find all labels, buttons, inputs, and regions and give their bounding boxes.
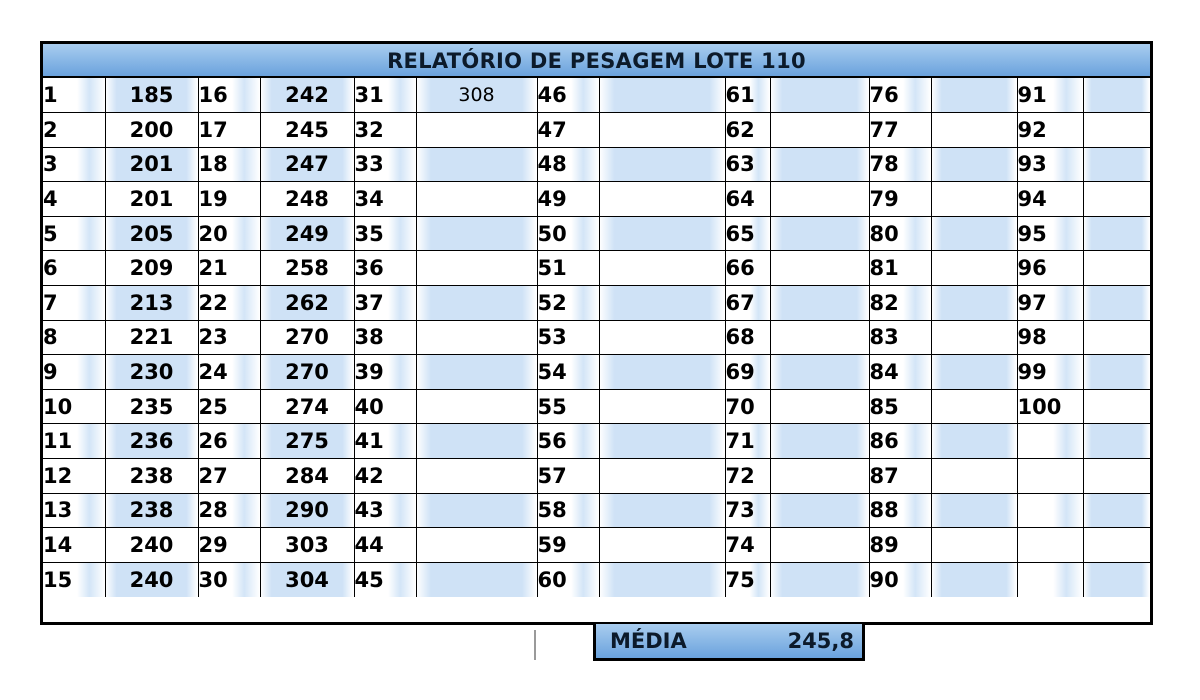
weight-cell: 308 [416,78,537,113]
weight-cell [770,251,869,286]
animal-number-cell: 79 [869,182,931,217]
weight-cell [770,459,869,494]
table-row [43,182,1150,217]
weight-cell [931,493,1017,528]
weight-cell [416,286,537,321]
animal-number-cell: 57 [537,459,599,494]
animal-number-cell: 49 [537,182,599,217]
weight-cell [931,216,1017,251]
average-value: 245,8 [787,629,854,653]
weighing-report-sheet [40,41,1153,625]
table-row [43,147,1150,182]
weight-cell [931,424,1017,459]
animal-number-cell: 36 [354,251,416,286]
animal-number-cell: 9 [43,355,105,390]
animal-number-cell: 44 [354,528,416,563]
animal-number-cell: 63 [725,147,770,182]
weight-cell [599,493,725,528]
animal-number-cell: 66 [725,251,770,286]
weighing-table [43,78,1150,597]
weight-cell: 235 [105,389,198,424]
weight-cell: 249 [260,216,354,251]
animal-number-cell: 27 [198,459,260,494]
animal-number-cell: 26 [198,424,260,459]
table-row [43,493,1150,528]
weight-cell [1083,389,1150,424]
animal-number-cell: 94 [1017,182,1083,217]
weight-cell [1083,251,1150,286]
table-row [43,320,1150,355]
animal-number-cell: 42 [354,459,416,494]
animal-number-cell: 89 [869,528,931,563]
weight-cell [931,389,1017,424]
animal-number-cell: 73 [725,493,770,528]
animal-number-cell: 59 [537,528,599,563]
weight-cell [599,251,725,286]
weight-cell [416,147,537,182]
table-row [43,78,1150,113]
cell-divider-mark [534,630,536,660]
animal-number-cell: 15 [43,562,105,597]
weight-cell [770,562,869,597]
weight-cell [1083,286,1150,321]
animal-number-cell: 97 [1017,286,1083,321]
animal-number-cell: 5 [43,216,105,251]
animal-number-cell: 82 [869,286,931,321]
weight-cell: 247 [260,147,354,182]
animal-number-cell: 40 [354,389,416,424]
weight-cell: 245 [260,113,354,148]
animal-number-cell: 93 [1017,147,1083,182]
weight-cell: 238 [105,459,198,494]
weight-cell: 209 [105,251,198,286]
animal-number-cell: 45 [354,562,416,597]
animal-number-cell: 25 [198,389,260,424]
weight-cell [599,182,725,217]
weight-cell [1083,424,1150,459]
weight-cell [416,389,537,424]
weight-cell: 221 [105,320,198,355]
weight-cell [931,182,1017,217]
average-box [593,624,865,661]
weight-cell: 230 [105,355,198,390]
animal-number-cell: 72 [725,459,770,494]
animal-number-cell: 71 [725,424,770,459]
report-title: RELATÓRIO DE PESAGEM LOTE 110 [43,44,1150,78]
weight-cell: 270 [260,355,354,390]
animal-number-cell: 52 [537,286,599,321]
animal-number-cell: 18 [198,147,260,182]
animal-number-cell: 77 [869,113,931,148]
weight-cell [1083,78,1150,113]
animal-number-cell: 14 [43,528,105,563]
weight-cell [1083,113,1150,148]
animal-number-cell: 85 [869,389,931,424]
table-row [43,459,1150,494]
animal-number-cell [1017,459,1083,494]
weight-cell [1083,528,1150,563]
animal-number-cell: 90 [869,562,931,597]
animal-number-cell: 1 [43,78,105,113]
weight-cell [416,459,537,494]
weight-cell [1083,147,1150,182]
weight-cell: 304 [260,562,354,597]
animal-number-cell: 46 [537,78,599,113]
weight-cell [770,113,869,148]
animal-number-cell: 7 [43,286,105,321]
weight-cell [931,78,1017,113]
weight-cell [416,216,537,251]
animal-number-cell: 20 [198,216,260,251]
weight-cell: 258 [260,251,354,286]
weight-cell [599,562,725,597]
table-row [43,389,1150,424]
animal-number-cell: 70 [725,389,770,424]
animal-number-cell: 48 [537,147,599,182]
animal-number-cell: 95 [1017,216,1083,251]
weight-cell [416,320,537,355]
animal-number-cell: 11 [43,424,105,459]
animal-number-cell [1017,562,1083,597]
animal-number-cell: 8 [43,320,105,355]
animal-number-cell [1017,424,1083,459]
animal-number-cell: 33 [354,147,416,182]
animal-number-cell: 67 [725,286,770,321]
weight-cell [599,286,725,321]
weight-cell [770,493,869,528]
weight-cell [599,78,725,113]
weight-cell [1083,320,1150,355]
weight-cell [416,355,537,390]
animal-number-cell: 24 [198,355,260,390]
weight-cell: 275 [260,424,354,459]
weight-cell [770,286,869,321]
weight-cell [931,113,1017,148]
weight-cell [599,113,725,148]
animal-number-cell: 22 [198,286,260,321]
weight-cell [1083,562,1150,597]
animal-number-cell: 21 [198,251,260,286]
animal-number-cell: 69 [725,355,770,390]
weight-cell [416,493,537,528]
weight-cell [931,251,1017,286]
animal-number-cell: 76 [869,78,931,113]
table-row [43,562,1150,597]
animal-number-cell: 92 [1017,113,1083,148]
weight-cell [1083,182,1150,217]
weight-cell [770,78,869,113]
animal-number-cell: 3 [43,147,105,182]
table-row [43,251,1150,286]
weight-cell [770,528,869,563]
animal-number-cell: 41 [354,424,416,459]
weight-cell: 200 [105,113,198,148]
weight-cell [931,320,1017,355]
weight-cell [599,389,725,424]
animal-number-cell: 30 [198,562,260,597]
animal-number-cell: 60 [537,562,599,597]
animal-number-cell: 4 [43,182,105,217]
weight-cell: 274 [260,389,354,424]
weight-cell [770,320,869,355]
weight-cell [931,147,1017,182]
table-row [43,424,1150,459]
animal-number-cell: 17 [198,113,260,148]
animal-number-cell: 81 [869,251,931,286]
weight-cell [599,147,725,182]
animal-number-cell: 80 [869,216,931,251]
weight-cell [1083,355,1150,390]
animal-number-cell: 99 [1017,355,1083,390]
weight-cell [599,355,725,390]
animal-number-cell: 54 [537,355,599,390]
weight-cell [416,424,537,459]
animal-number-cell [1017,493,1083,528]
weight-cell [931,355,1017,390]
animal-number-cell: 100 [1017,389,1083,424]
weight-cell [770,389,869,424]
weight-cell [416,113,537,148]
weight-cell [599,320,725,355]
animal-number-cell: 55 [537,389,599,424]
animal-number-cell: 13 [43,493,105,528]
animal-number-cell: 58 [537,493,599,528]
animal-number-cell: 50 [537,216,599,251]
animal-number-cell: 6 [43,251,105,286]
weight-cell [599,424,725,459]
weight-cell: 236 [105,424,198,459]
weight-cell [416,528,537,563]
animal-number-cell: 2 [43,113,105,148]
weight-cell: 290 [260,493,354,528]
animal-number-cell: 91 [1017,78,1083,113]
weight-cell: 205 [105,216,198,251]
table-row [43,286,1150,321]
animal-number-cell: 47 [537,113,599,148]
average-label: MÉDIA [610,629,687,653]
animal-number-cell: 86 [869,424,931,459]
animal-number-cell: 23 [198,320,260,355]
animal-number-cell: 61 [725,78,770,113]
weight-cell [931,286,1017,321]
animal-number-cell: 16 [198,78,260,113]
animal-number-cell: 78 [869,147,931,182]
weight-cell: 201 [105,147,198,182]
weight-cell: 238 [105,493,198,528]
animal-number-cell: 84 [869,355,931,390]
table-row [43,216,1150,251]
animal-number-cell: 75 [725,562,770,597]
weight-cell: 270 [260,320,354,355]
animal-number-cell: 68 [725,320,770,355]
animal-number-cell [1017,528,1083,563]
weight-cell [1083,493,1150,528]
weight-cell: 248 [260,182,354,217]
weight-cell [599,216,725,251]
animal-number-cell: 43 [354,493,416,528]
animal-number-cell: 10 [43,389,105,424]
weight-cell [599,528,725,563]
animal-number-cell: 98 [1017,320,1083,355]
weight-cell [416,182,537,217]
animal-number-cell: 88 [869,493,931,528]
table-row [43,113,1150,148]
weight-cell [931,528,1017,563]
animal-number-cell: 74 [725,528,770,563]
weight-cell [416,251,537,286]
animal-number-cell: 65 [725,216,770,251]
weight-cell: 262 [260,286,354,321]
animal-number-cell: 28 [198,493,260,528]
weight-cell [931,562,1017,597]
weight-cell: 240 [105,528,198,563]
animal-number-cell: 31 [354,78,416,113]
animal-number-cell: 32 [354,113,416,148]
weight-cell [931,459,1017,494]
animal-number-cell: 35 [354,216,416,251]
weight-cell: 284 [260,459,354,494]
animal-number-cell: 83 [869,320,931,355]
animal-number-cell: 53 [537,320,599,355]
animal-number-cell: 29 [198,528,260,563]
weight-cell [770,182,869,217]
animal-number-cell: 12 [43,459,105,494]
animal-number-cell: 51 [537,251,599,286]
weight-cell: 240 [105,562,198,597]
animal-number-cell: 87 [869,459,931,494]
table-row [43,528,1150,563]
weight-cell [770,147,869,182]
animal-number-cell: 39 [354,355,416,390]
weight-cell: 201 [105,182,198,217]
animal-number-cell: 38 [354,320,416,355]
weight-cell [770,216,869,251]
animal-number-cell: 37 [354,286,416,321]
weight-cell [599,459,725,494]
weight-cell [770,424,869,459]
weight-cell [416,562,537,597]
animal-number-cell: 56 [537,424,599,459]
weight-cell: 303 [260,528,354,563]
table-row [43,355,1150,390]
weight-cell [1083,459,1150,494]
weight-cell: 213 [105,286,198,321]
weight-cell: 185 [105,78,198,113]
weight-cell [770,355,869,390]
weight-cell: 242 [260,78,354,113]
animal-number-cell: 62 [725,113,770,148]
animal-number-cell: 64 [725,182,770,217]
animal-number-cell: 96 [1017,251,1083,286]
animal-number-cell: 34 [354,182,416,217]
weight-cell [1083,216,1150,251]
animal-number-cell: 19 [198,182,260,217]
